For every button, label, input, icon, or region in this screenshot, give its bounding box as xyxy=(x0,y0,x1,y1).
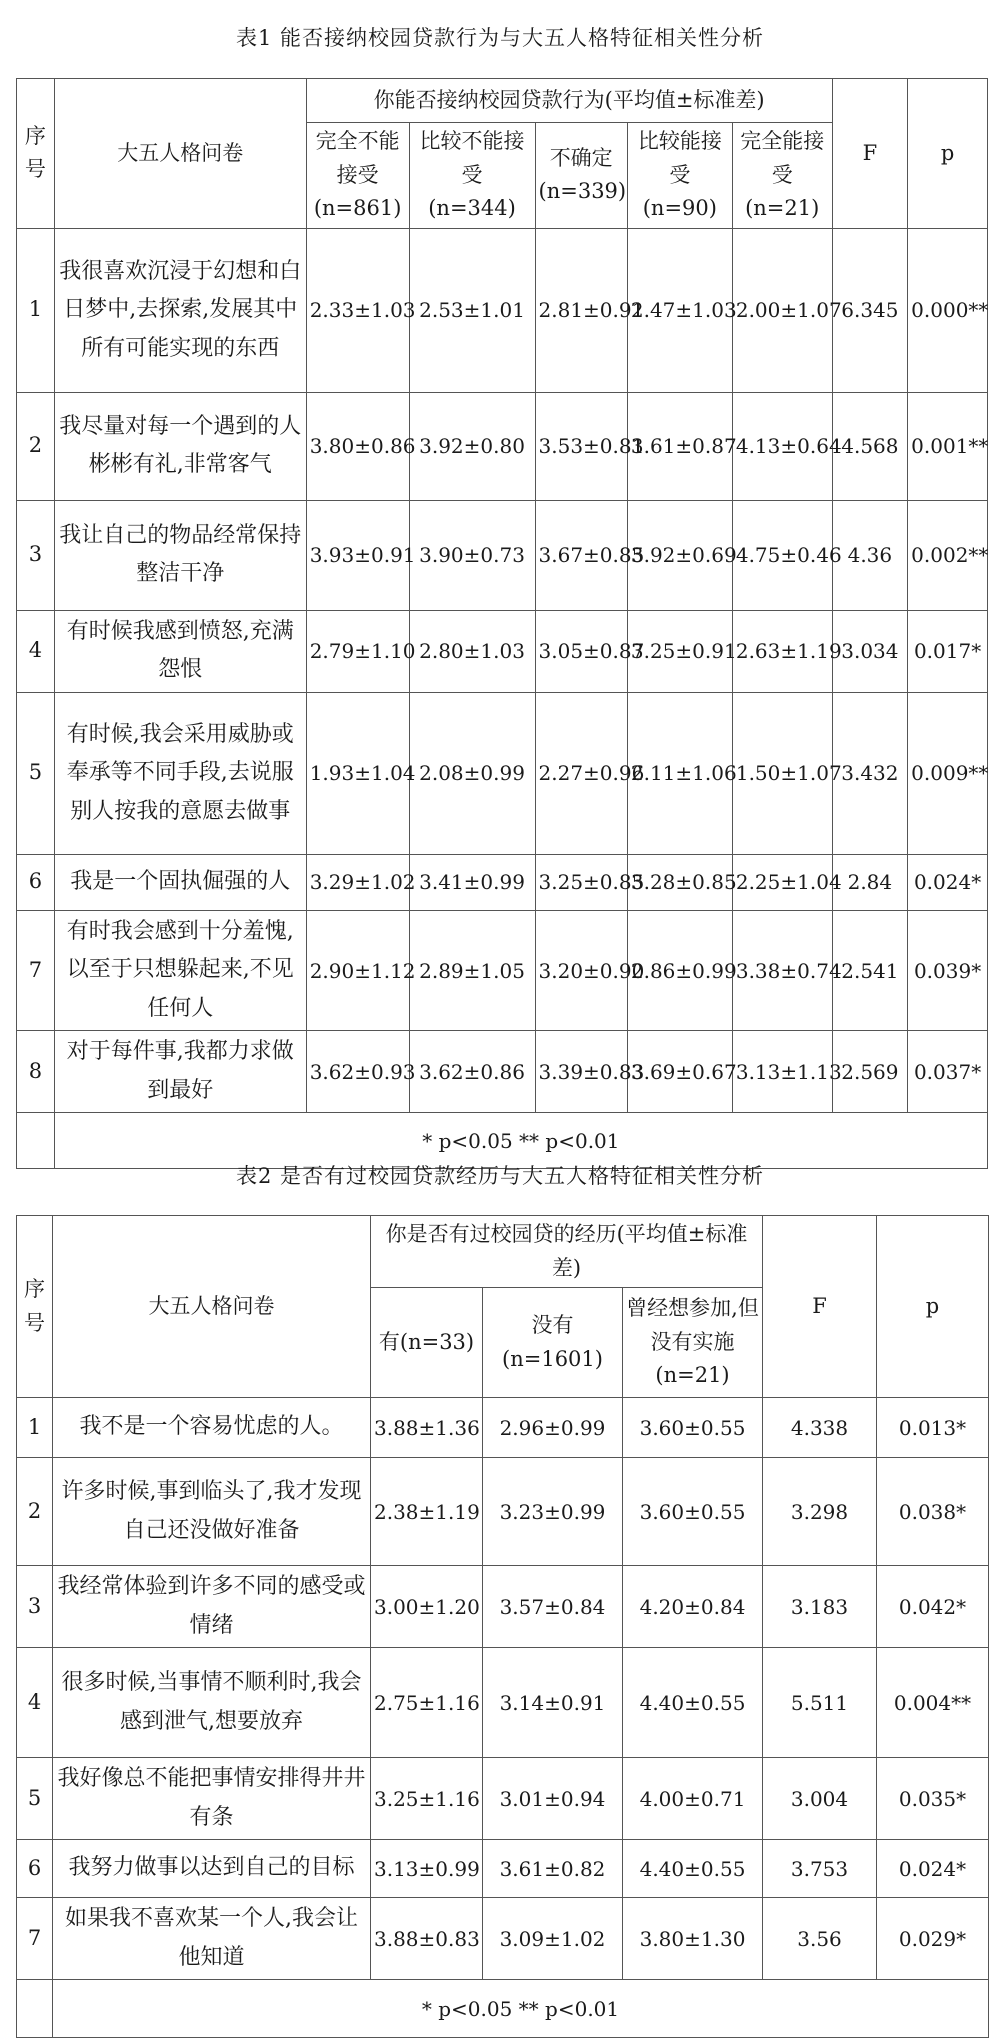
table2-col-header: 没有(n=1601) xyxy=(483,1288,623,1398)
table-row xyxy=(17,1898,989,1980)
row-value: 2.00±1.07 xyxy=(732,228,832,392)
table1-col-header: 比较能接受 (n=90) xyxy=(627,123,732,229)
row-value: 2.08±0.99 xyxy=(409,692,535,854)
row-item: 我好像总不能把事情安排得井井有条 xyxy=(53,1758,371,1840)
row-p: 0.002** xyxy=(908,500,988,610)
row-value: 3.14±0.91 xyxy=(483,1648,623,1758)
row-f: 4.568 xyxy=(832,392,908,500)
row-value: 4.00±0.71 xyxy=(623,1758,763,1840)
row-p: 0.024* xyxy=(908,854,988,910)
row-value: 3.92±0.80 xyxy=(409,392,535,500)
row-seq: 8 xyxy=(17,1031,55,1113)
table-row xyxy=(17,392,988,500)
row-value: 3.60±0.55 xyxy=(623,1458,763,1566)
table-row xyxy=(17,1031,988,1113)
row-p: 0.009** xyxy=(908,692,988,854)
row-value: 3.80±1.30 xyxy=(623,1898,763,1980)
row-value: 3.00±1.20 xyxy=(371,1566,483,1648)
row-value: 3.25±0.91 xyxy=(627,610,732,692)
table2 xyxy=(16,1215,989,2038)
row-value: 2.33±1.03 xyxy=(306,228,409,392)
row-seq: 7 xyxy=(17,1898,53,1980)
row-value: 3.39±0.83 xyxy=(535,1031,627,1113)
row-value: 3.57±0.84 xyxy=(483,1566,623,1648)
row-value: 3.01±0.94 xyxy=(483,1758,623,1840)
row-f: 3.298 xyxy=(763,1458,877,1566)
row-value: 3.13±1.13 xyxy=(732,1031,832,1113)
row-value: 3.61±0.82 xyxy=(483,1840,623,1898)
row-f: 3.183 xyxy=(763,1566,877,1648)
table2-header-group: 你是否有过校园贷的经历(平均值±标准差) xyxy=(371,1216,763,1288)
row-value: 2.38±1.19 xyxy=(371,1458,483,1566)
row-p: 0.000** xyxy=(908,228,988,392)
row-seq: 3 xyxy=(17,1566,53,1648)
row-value: 3.20±0.90 xyxy=(535,910,627,1031)
row-p: 0.017* xyxy=(908,610,988,692)
row-value: 3.69±0.67 xyxy=(627,1031,732,1113)
table1-header-seq: 序号 xyxy=(17,79,55,229)
row-item: 有时候,我会采用威胁或奉承等不同手段,去说服别人按我的意愿去做事 xyxy=(54,692,306,854)
row-p: 0.037* xyxy=(908,1031,988,1113)
row-value: 2.27±0.96 xyxy=(535,692,627,854)
table-row xyxy=(17,1458,989,1566)
row-p: 0.024* xyxy=(877,1840,989,1898)
row-item: 有时候我感到愤怒,充满怨恨 xyxy=(54,610,306,692)
row-p: 0.001** xyxy=(908,392,988,500)
table-row xyxy=(17,228,988,392)
row-value: 4.75±0.46 xyxy=(732,500,832,610)
row-value: 2.25±1.04 xyxy=(732,854,832,910)
row-value: 3.80±0.86 xyxy=(306,392,409,500)
table2-header-questionnaire: 大五人格问卷 xyxy=(53,1216,371,1398)
table-row xyxy=(17,854,988,910)
row-p: 0.029* xyxy=(877,1898,989,1980)
table-row xyxy=(17,1758,989,1840)
table-row xyxy=(17,1648,989,1758)
row-item: 很多时候,当事情不顺利时,我会感到泄气,想要放弃 xyxy=(53,1648,371,1758)
table1-header-p: p xyxy=(908,79,988,229)
row-item: 我让自己的物品经常保持整洁干净 xyxy=(54,500,306,610)
row-value: 3.05±0.87 xyxy=(535,610,627,692)
row-seq: 6 xyxy=(17,1840,53,1898)
row-value: 3.38±0.74 xyxy=(732,910,832,1031)
row-seq: 5 xyxy=(17,692,55,854)
table2-col-header: 有(n=33) xyxy=(371,1288,483,1398)
row-value: 3.23±0.99 xyxy=(483,1458,623,1566)
row-value: 3.92±0.69 xyxy=(627,500,732,610)
row-item: 有时我会感到十分羞愧,以至于只想躲起来,不见任何人 xyxy=(54,910,306,1031)
row-value: 4.13±0.64 xyxy=(732,392,832,500)
row-value: 2.75±1.16 xyxy=(371,1648,483,1758)
row-item: 许多时候,事到临头了,我才发现自己还没做好准备 xyxy=(53,1458,371,1566)
row-item: 我是一个固执倔强的人 xyxy=(54,854,306,910)
row-p: 0.013* xyxy=(877,1398,989,1458)
row-f: 3.034 xyxy=(832,610,908,692)
row-seq: 3 xyxy=(17,500,55,610)
row-value: 3.09±1.02 xyxy=(483,1898,623,1980)
table1-header-questionnaire: 大五人格问卷 xyxy=(54,79,306,229)
row-seq: 1 xyxy=(17,1398,53,1458)
row-p: 0.042* xyxy=(877,1566,989,1648)
table2-footnote: * p<0.05 ** p<0.01 xyxy=(53,1980,989,2038)
row-value: 3.28±0.85 xyxy=(627,854,732,910)
row-item: 我很喜欢沉浸于幻想和白日梦中,去探索,发展其中所有可能实现的东西 xyxy=(54,228,306,392)
row-value: 2.89±1.05 xyxy=(409,910,535,1031)
table2-header-p: p xyxy=(877,1216,989,1398)
row-f: 3.432 xyxy=(832,692,908,854)
row-value: 2.63±1.19 xyxy=(732,610,832,692)
row-seq: 7 xyxy=(17,910,55,1031)
row-item: 我经常体验到许多不同的感受或情绪 xyxy=(53,1566,371,1648)
table2-header-f: F xyxy=(763,1216,877,1398)
row-seq: 6 xyxy=(17,854,55,910)
row-seq: 2 xyxy=(17,1458,53,1566)
table1-caption: 表1 能否接纳校园贷款行为与大五人格特征相关性分析 xyxy=(235,26,765,50)
row-value: 3.62±0.93 xyxy=(306,1031,409,1113)
row-value: 2.79±1.10 xyxy=(306,610,409,692)
row-p: 0.039* xyxy=(908,910,988,1031)
row-value: 3.61±0.87 xyxy=(627,392,732,500)
table1-col-header: 完全能接受 (n=21) xyxy=(732,123,832,229)
row-f: 3.004 xyxy=(763,1758,877,1840)
row-value: 2.86±0.99 xyxy=(627,910,732,1031)
row-item: 如果我不喜欢某一个人,我会让他知道 xyxy=(53,1898,371,1980)
row-value: 2.90±1.12 xyxy=(306,910,409,1031)
row-seq: 2 xyxy=(17,392,55,500)
row-item: 对于每件事,我都力求做到最好 xyxy=(54,1031,306,1113)
row-value: 2.80±1.03 xyxy=(409,610,535,692)
row-value: 2.96±0.99 xyxy=(483,1398,623,1458)
table-row xyxy=(17,692,988,854)
table1-col-header: 完全不能接受 (n=861) xyxy=(306,123,409,229)
row-item: 我不是一个容易忧虑的人。 xyxy=(53,1398,371,1458)
row-value: 2.11±1.06 xyxy=(627,692,732,854)
row-value: 3.25±0.85 xyxy=(535,854,627,910)
row-value: 4.40±0.55 xyxy=(623,1648,763,1758)
table1-col-header: 不确定 (n=339) xyxy=(535,123,627,229)
row-p: 0.035* xyxy=(877,1758,989,1840)
row-value: 3.25±1.16 xyxy=(371,1758,483,1840)
row-f: 2.84 xyxy=(832,854,908,910)
table-row xyxy=(17,1840,989,1898)
footnote-spacer xyxy=(17,1980,53,2038)
row-f: 6.345 xyxy=(832,228,908,392)
table-row xyxy=(17,610,988,692)
row-seq: 4 xyxy=(17,1648,53,1758)
row-p: 0.004** xyxy=(877,1648,989,1758)
row-value: 4.40±0.55 xyxy=(623,1840,763,1898)
table-row xyxy=(17,910,988,1031)
row-item: 我尽量对每一个遇到的人彬彬有礼,非常客气 xyxy=(54,392,306,500)
row-f: 4.338 xyxy=(763,1398,877,1458)
row-value: 3.90±0.73 xyxy=(409,500,535,610)
row-value: 3.13±0.99 xyxy=(371,1840,483,1898)
table1-footnote: * p<0.05 ** p<0.01 xyxy=(54,1113,987,1169)
table2-caption: 表2 是否有过校园贷款经历与大五人格特征相关性分析 xyxy=(235,1164,765,1188)
row-f: 4.36 xyxy=(832,500,908,610)
table1-col-header: 比较不能接受 (n=344) xyxy=(409,123,535,229)
row-value: 3.53±0.81 xyxy=(535,392,627,500)
table2-col-header: 曾经想参加,但没有实施(n=21) xyxy=(623,1288,763,1398)
table-row xyxy=(17,1398,989,1458)
row-value: 3.67±0.85 xyxy=(535,500,627,610)
row-f: 3.56 xyxy=(763,1898,877,1980)
row-value: 3.41±0.99 xyxy=(409,854,535,910)
row-f: 2.541 xyxy=(832,910,908,1031)
row-value: 1.50±1.07 xyxy=(732,692,832,854)
row-value: 3.93±0.91 xyxy=(306,500,409,610)
row-value: 3.62±0.86 xyxy=(409,1031,535,1113)
table2-header-seq: 序号 xyxy=(17,1216,53,1398)
row-f: 2.569 xyxy=(832,1031,908,1113)
row-p: 0.038* xyxy=(877,1458,989,1566)
row-value: 3.88±0.83 xyxy=(371,1898,483,1980)
row-value: 2.81±0.91 xyxy=(535,228,627,392)
table1 xyxy=(16,78,988,1169)
row-value: 2.47±1.03 xyxy=(627,228,732,392)
table-row xyxy=(17,1566,989,1648)
table1-header-group: 你能否接纳校园贷款行为(平均值±标准差) xyxy=(306,79,832,123)
row-seq: 5 xyxy=(17,1758,53,1840)
row-value: 3.88±1.36 xyxy=(371,1398,483,1458)
row-value: 3.29±1.02 xyxy=(306,854,409,910)
row-seq: 1 xyxy=(17,228,55,392)
table1-header-f: F xyxy=(832,79,908,229)
row-value: 3.60±0.55 xyxy=(623,1398,763,1458)
row-value: 4.20±0.84 xyxy=(623,1566,763,1648)
row-f: 3.753 xyxy=(763,1840,877,1898)
table-row xyxy=(17,500,988,610)
row-seq: 4 xyxy=(17,610,55,692)
row-value: 1.93±1.04 xyxy=(306,692,409,854)
row-value: 2.53±1.01 xyxy=(409,228,535,392)
row-item: 我努力做事以达到自己的目标 xyxy=(53,1840,371,1898)
row-f: 5.511 xyxy=(763,1648,877,1758)
